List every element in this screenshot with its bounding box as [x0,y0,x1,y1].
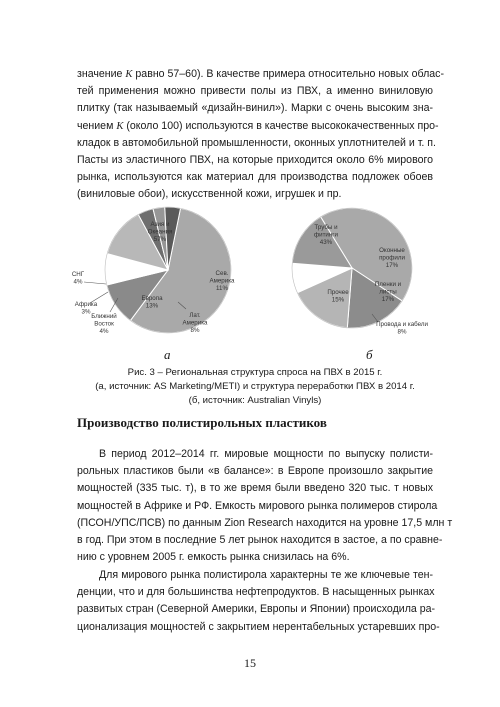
paragraph-intro [77,66,445,204]
slice-percent-label: 11% [216,285,228,292]
slice-percent-label: 4% [99,328,109,335]
slice-name-label: Трубы и [314,224,338,231]
slice-percent-label: 15% [331,296,345,304]
caption-line: Рис. 3 – Региональная структура спроса на ПВХ в 2015 г. [127,367,383,378]
slice-name-label: фитинги [314,231,338,239]
text-line: рольных пластиков были «в балансе»: в Европе произошло закрытие [77,465,433,478]
slice-name-label: Лат. [189,312,201,319]
slice-name-label: Провода и кабели [376,321,428,328]
text-line: ционализация мощностей с закрытием нерентабельных устаревших про- [77,620,440,633]
slice-name-label: Европа [141,295,163,302]
chart-label-b: б [366,347,373,362]
text-line: чением K (около 100) используются в качестве высококачественных про- [77,119,439,132]
text-line: тей применения можно привести полы из ПВХ, а именно виниловую [77,85,433,98]
text-line: (виниловые обои), искусственной кожи, игрушек и пр. [77,188,342,201]
text-line: мощностей (335 тыс. т), в то же время были введено 320 тыс. т новых [77,482,433,495]
slice-name-label: Азия и [150,221,170,228]
text-line: (ПСОН/УПС/ПСВ) по данным Zion Research находится на уровне 17,5 млн т [77,516,453,529]
slice-name-label: Оконные [379,247,405,254]
slice-percent-label: 17% [381,296,395,303]
slice-name-label: Африка [74,301,98,308]
slice-percent-label: 17% [385,262,399,269]
slice-percent-label: 43% [319,239,333,246]
slice-percent-label: 57% [153,236,167,243]
figure-caption [77,366,433,408]
caption-line: (б, источник: Australian Vinyls) [188,395,322,406]
chart-label-a: а [164,347,171,362]
slice-percent-label: 13% [145,302,159,310]
text-line: Пасты из эластичного ПВХ, на которые приходится около 6% мирового [77,154,433,167]
slice-name-label: Америка [209,277,235,285]
text-line: нию с уровнем 2005 г. емкость рынка снизилась на 6%. [77,551,350,564]
text-line: Для мирового рынка полистирола характерны те же ключевые тен- [99,569,433,581]
slice-name-label: Сев. [215,270,229,277]
text-line: развитых стран (Северной Америки, Европы и Японии) происходила ра- [77,603,436,616]
slice-name-label: Восток [94,320,114,328]
slice-name-label: Америка [182,319,208,327]
slice-name-label: Океания [147,228,173,236]
caption-line: (а, источник: AS Marketing/METI) и структура переработки ПВХ в 2014 г. [95,381,415,392]
text-line: плитку (так называемый «дизайн-винил»). Марки с очень высоким зна- [77,102,433,115]
slice-name-label: листы [379,288,397,296]
slice-percent-label: 8% [397,328,407,336]
paragraph-trends [77,567,440,636]
slice-percent-label: 8% [190,327,200,334]
slice-name-label: СНГ [71,271,85,278]
slice-name-label: Ближний [91,313,117,320]
text-line: денции, что и для большинства нефтепродуктов. В насыщенных рынках [77,586,435,599]
text-line: рынка, используются как материал для производства подложек обоев [77,171,433,184]
pie-chart-processing-structure [280,196,450,346]
slice-percent-label: 4% [73,278,83,286]
text-line: В период 2012–2014 гг. мировые мощности по выпуску полисти- [99,448,433,460]
text-line: в год. При этом в последние 5 лет рынок находится в застое, а по сравне- [77,534,443,547]
page-number: 15 [244,656,256,670]
text-line: кладок в автомобильной промышленности, оконных уплотнителей и т. п. [77,136,436,149]
slice-label-5 [75,292,108,316]
slice-name-label: Пленки и [374,281,402,288]
text-line: мощностей в Африке и РФ. Емкость мирового рынка полимеров стирола [77,499,438,512]
slice-name-label: Прочее [327,289,349,296]
section-heading: Производство полистирольных пластиков [77,415,327,430]
pie-chart-regional-demand [60,196,260,346]
paragraph-production [77,446,453,566]
slice-name-label: профили [379,254,405,262]
text-line: значение K равно 57–60). В качестве примера относительно новых облас- [77,68,445,80]
slice-percent-label: 3% [81,308,91,316]
leader-line [84,282,106,284]
slice-label-6 [72,271,106,286]
